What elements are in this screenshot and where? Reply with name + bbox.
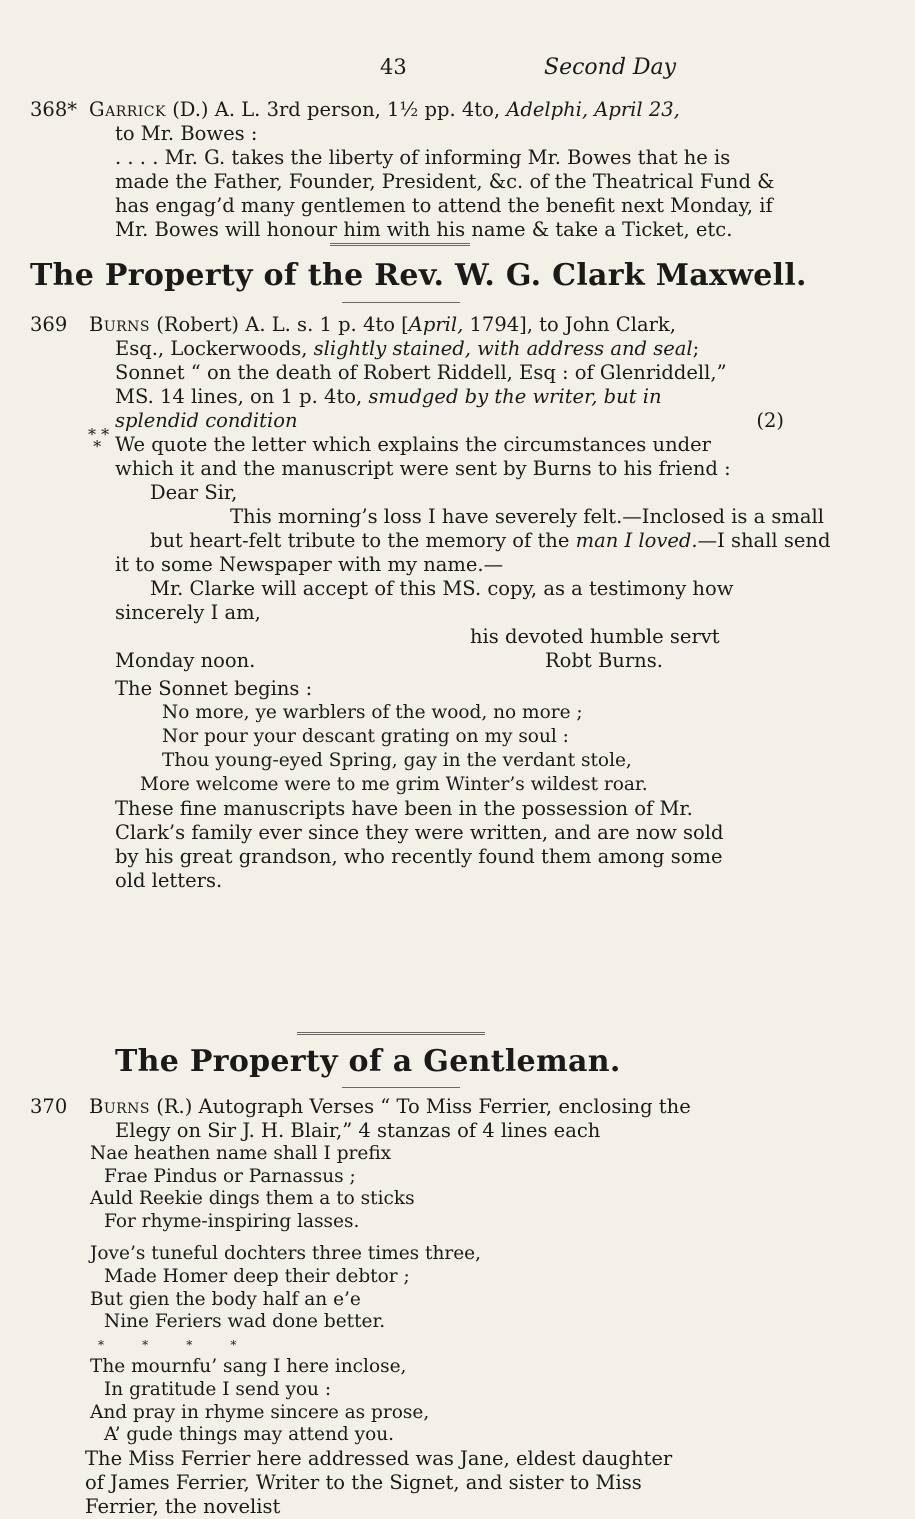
lot-line: by his great grandson, who recently found them among some [115, 845, 723, 868]
lot-name: Garrick [89, 98, 166, 121]
condition-note: smudged by the writer, but in [368, 385, 662, 408]
lot-369 [30, 313, 831, 893]
poem-line: Frae Pindus or Parnassus ; [104, 1165, 356, 1187]
lot-line [30, 385, 790, 409]
poem-line: No more, ye warblers of the wood, no more ; [162, 702, 583, 723]
poem-line: Thou young-eyed Spring, gay in the verdant stole, [162, 750, 632, 771]
letter-line [30, 649, 790, 673]
letter-line: Mr. Clarke will accept of this MS. copy, as a testimony how [150, 577, 734, 600]
lot-line: which it and the manuscript were sent by Burns to his friend : [115, 457, 731, 480]
poem-line: More welcome were to me grim Winter’s wildest roar. [140, 774, 648, 795]
lot-line: These fine manuscripts have been in the possession of Mr. [115, 797, 693, 820]
asterism: * * * [88, 425, 110, 456]
lot-description: ; [692, 337, 700, 360]
poem-line: A’ gude things may attend you. [104, 1424, 395, 1446]
running-title: Second Day [544, 55, 677, 80]
quote-line: Mr. Bowes will honour him with his name & take a Ticket, etc. [115, 218, 733, 241]
divider [342, 302, 460, 303]
lot-line [30, 313, 790, 337]
item-count: (2) [756, 409, 784, 432]
lot-place-date: Adelphi, April 23, [506, 98, 680, 121]
divider [297, 1032, 485, 1035]
lot-line [30, 337, 790, 361]
lot-line: The Sonnet begins : [115, 677, 313, 700]
lot-number: 369 [30, 313, 68, 336]
lot-number: 370 [30, 1095, 68, 1118]
lot-line [30, 409, 790, 433]
lot-line: to Mr. Bowes : [115, 122, 258, 145]
lot-description: We quote the letter which explains the circumstances under [115, 433, 711, 456]
letter-salutation: Dear Sir, [150, 481, 238, 504]
letter-line [30, 529, 831, 553]
lot-description: MS. 14 lines, on 1 p. 4to, [115, 385, 363, 408]
letter-text: —I shall send [697, 529, 831, 552]
lot-date: April, [408, 313, 464, 336]
poem-line: For rhyme-inspiring lasses. [104, 1210, 360, 1232]
poem-line: In gratitude I send you : [104, 1378, 332, 1400]
page-number: 43 [380, 55, 407, 79]
section-heading: The Property of a Gentleman. [115, 1044, 621, 1079]
lot-line: Sonnet “ on the death of Robert Riddell, Esq : of Glenriddell,” [115, 361, 727, 384]
letter-signature: Robt Burns. [545, 649, 663, 672]
lot-description: (D.) A. L. 3rd person, 1½ pp. 4to, [172, 98, 501, 121]
poem-line: Made Homer deep their debtor ; [104, 1265, 410, 1287]
lot-name: Burns [89, 313, 151, 336]
letter-closing: his devoted humble servt [470, 625, 720, 648]
lot-line: old letters. [115, 869, 223, 892]
lot-370 [30, 1095, 790, 1143]
poem-line: And pray in rhyme sincere as prose, [90, 1401, 430, 1423]
divider [342, 1087, 460, 1088]
poem-line: But gien the body half an e’e [90, 1288, 361, 1310]
lot-number: 368* [30, 98, 77, 121]
lot-description: (R.) Autograph Verses “ To Miss Ferrier, enclosing the [156, 1095, 691, 1118]
section-heading: The Property of the Rev. W. G. Clark Maxwell. [30, 258, 807, 293]
lot-line: Clark’s family ever since they were written, and are now sold [115, 821, 724, 844]
lot-line [30, 1095, 790, 1119]
lot-370-verses [0, 1143, 760, 1519]
quote-line: has engag’d many gentlemen to attend the benefit next Monday, if [115, 194, 773, 217]
letter-text: but heart-felt tribute to the memory of the [150, 529, 570, 552]
letter-emphasis: man I loved. [575, 529, 698, 552]
letter-date: Monday noon. [115, 649, 256, 672]
lot-line [30, 425, 790, 457]
lot-line [30, 98, 790, 122]
letter-line: sincerely I am, [115, 601, 261, 624]
letter-line: This morning’s loss I have severely felt.—Inclosed is a small [230, 505, 825, 528]
asterism: * * * * [98, 1337, 237, 1352]
lot-line: of James Ferrier, Writer to the Signet, and sister to Miss [85, 1470, 642, 1494]
poem-line: Nor pour your descant grating on my soul : [162, 726, 569, 747]
condition-note: splendid condition [115, 409, 298, 432]
lot-368 [30, 98, 790, 242]
poem-line: Auld Reekie dings them a to sticks [90, 1188, 415, 1210]
quote-line: . . . . Mr. G. takes the liberty of informing Mr. Bowes that he is [115, 146, 731, 169]
lot-description: 1794], to John Clark, [469, 313, 676, 336]
poem-line: The mournfu’ sang I here inclose, [90, 1356, 407, 1378]
lot-line: Elegy on Sir J. H. Blair,” 4 stanzas of 4 lines each [115, 1119, 601, 1142]
divider [330, 243, 470, 246]
lot-line: Ferrier, the novelist [85, 1494, 281, 1518]
condition-note: slightly stained, with address and seal [313, 337, 693, 360]
poem-line: Nae heathen name shall I prefix [90, 1143, 392, 1164]
lot-name: Burns [89, 1095, 151, 1118]
quote-line: made the Father, Founder, President, &c. of the Theatrical Fund & [115, 170, 775, 193]
letter-line: it to some Newspaper with my name.— [115, 553, 504, 576]
lot-line: The Miss Ferrier here addressed was Jane, eldest daughter [85, 1446, 673, 1470]
poem-line: Nine Feriers wad done better. [104, 1311, 386, 1333]
lot-description: Esq., Lockerwoods, [115, 337, 308, 360]
poem-line: Jove’s tuneful dochters three times three, [90, 1243, 481, 1265]
lot-description: (Robert) A. L. s. 1 p. 4to [ [156, 313, 409, 336]
stanza-gap [0, 1233, 760, 1243]
running-header [0, 55, 800, 85]
